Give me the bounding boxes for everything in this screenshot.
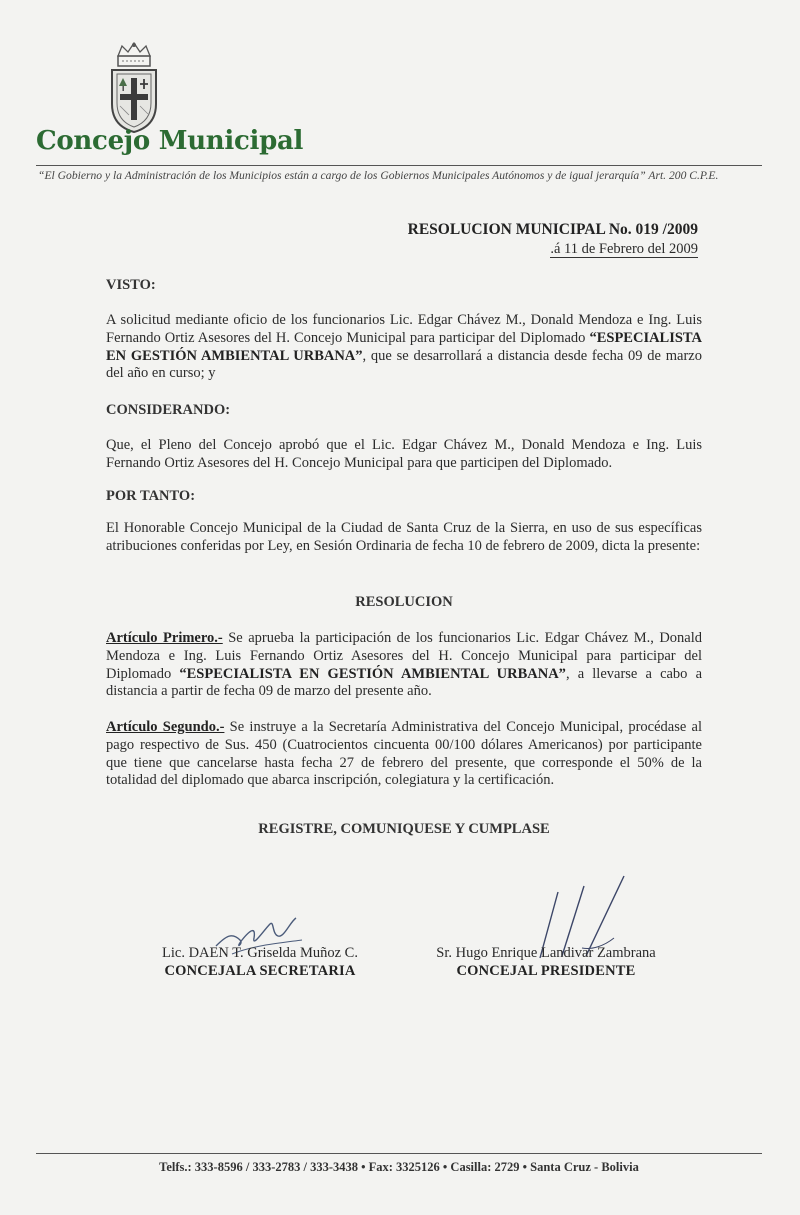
signature-left (118, 944, 402, 980)
signature-left-role: CONCEJALA SECRETARIA (164, 963, 356, 979)
resolution-heading (408, 221, 698, 258)
por-tanto-heading: POR TANTO: (106, 488, 196, 504)
signature-right-role: CONCEJAL PRESIDENTE (456, 963, 636, 979)
signature-left-name: Lic. DAEN T. Griselda Muñoz C. (162, 945, 358, 961)
footer-contact: Telfs.: 333-8596 / 333-2783 / 333-3438 • Fax: 3325126 • Casilla: 2729 • Santa Cruz - Bolivia (159, 1160, 639, 1174)
considerando-paragraph: Que, el Pleno del Concejo aprobó que el Lic. Edgar Chávez M., Donald Mendoza e Ing. Luis Fernando Ortiz Asesores del H. Concejo Municipal para que participen del Diplomado. (106, 437, 702, 471)
visto-heading: VISTO: (106, 277, 156, 293)
article-primero-text-1: Se aprueba la participación de los funcionarios Lic. Edgar Chávez M., Donald Mendoza e Ing. Luis Fernando Ortiz Asesores del H. Concejo Municipal para participar del Diplomado (106, 630, 703, 682)
signature-right (418, 944, 674, 980)
header-divider (36, 165, 762, 166)
footer-divider (36, 1153, 762, 1154)
visto-text-1: A solicitud mediante oficio de los funcionarios Lic. Edgar Chávez M., Donald Mendoza e Ing. Luis Fernando Ortiz Asesores del H. Concejo Municipal para participar del Diplomado (106, 312, 702, 346)
visto-text-2: , que se desarrollará a distancia desde fecha 09 de marzo del año en curso; y (106, 347, 702, 382)
header-motto: “El Gobierno y la Administración de los Municipios están a cargo de los Gobiernos Municipales Autónomos y de igual jerarquía” Art. 200 C.P.E. (38, 169, 719, 182)
considerando-heading: CONSIDERANDO: (106, 402, 231, 418)
resolution-date: .á 11 de Febrero del 2009 (550, 241, 698, 257)
article-primero-text-2: , a llevarse a cabo a distancia a partir de fecha 09 de marzo del presente año. (106, 665, 703, 700)
article-primero-diploma-title: “ESPECIALISTA EN GESTIÓN AMBIENTAL URBANA” (179, 665, 566, 682)
signature-right-name: Sr. Hugo Enrique Landivar Zambrana (436, 945, 656, 961)
visto-diploma-title: “ESPECIALISTA EN GESTIÓN AMBIENTAL URBANA” (106, 329, 702, 364)
article-segundo-label: Artículo Segundo.- (106, 719, 225, 735)
article-primero (106, 630, 702, 701)
article-segundo (106, 719, 702, 790)
coat-of-arms-icon (104, 42, 164, 134)
visto-paragraph (106, 312, 702, 383)
resolution-number: RESOLUCION MUNICIPAL No. 019 /2009 (407, 221, 698, 238)
por-tanto-paragraph: El Honorable Concejo Municipal de la Ciudad de Santa Cruz de la Sierra, en uso de sus específicas atribuciones conferidas por Ley, en Sesión Ordinaria de fecha 10 de febrero de 2009, dicta la presente: (106, 520, 702, 554)
article-segundo-text: Se instruye a la Secretaría Administrativa del Concejo Municipal, procédase al pago respectivo de Sus. 450 (Cuatrocientos cincuenta 00/100 dólares Americanos) por participante que tiene que cancelarse hasta fecha 27 de febrero del presente, que corresponde el 50% de la totalidad del diplomado que abarca inscripción, colegiatura y la certificación. (106, 719, 702, 789)
article-primero-label: Artículo Primero.- (106, 630, 223, 646)
closing-formula: REGISTRE, COMUNIQUESE Y CUMPLASE (258, 821, 550, 837)
organization-name: Concejo Municipal (36, 126, 304, 156)
resolucion-heading: RESOLUCION (355, 594, 453, 610)
